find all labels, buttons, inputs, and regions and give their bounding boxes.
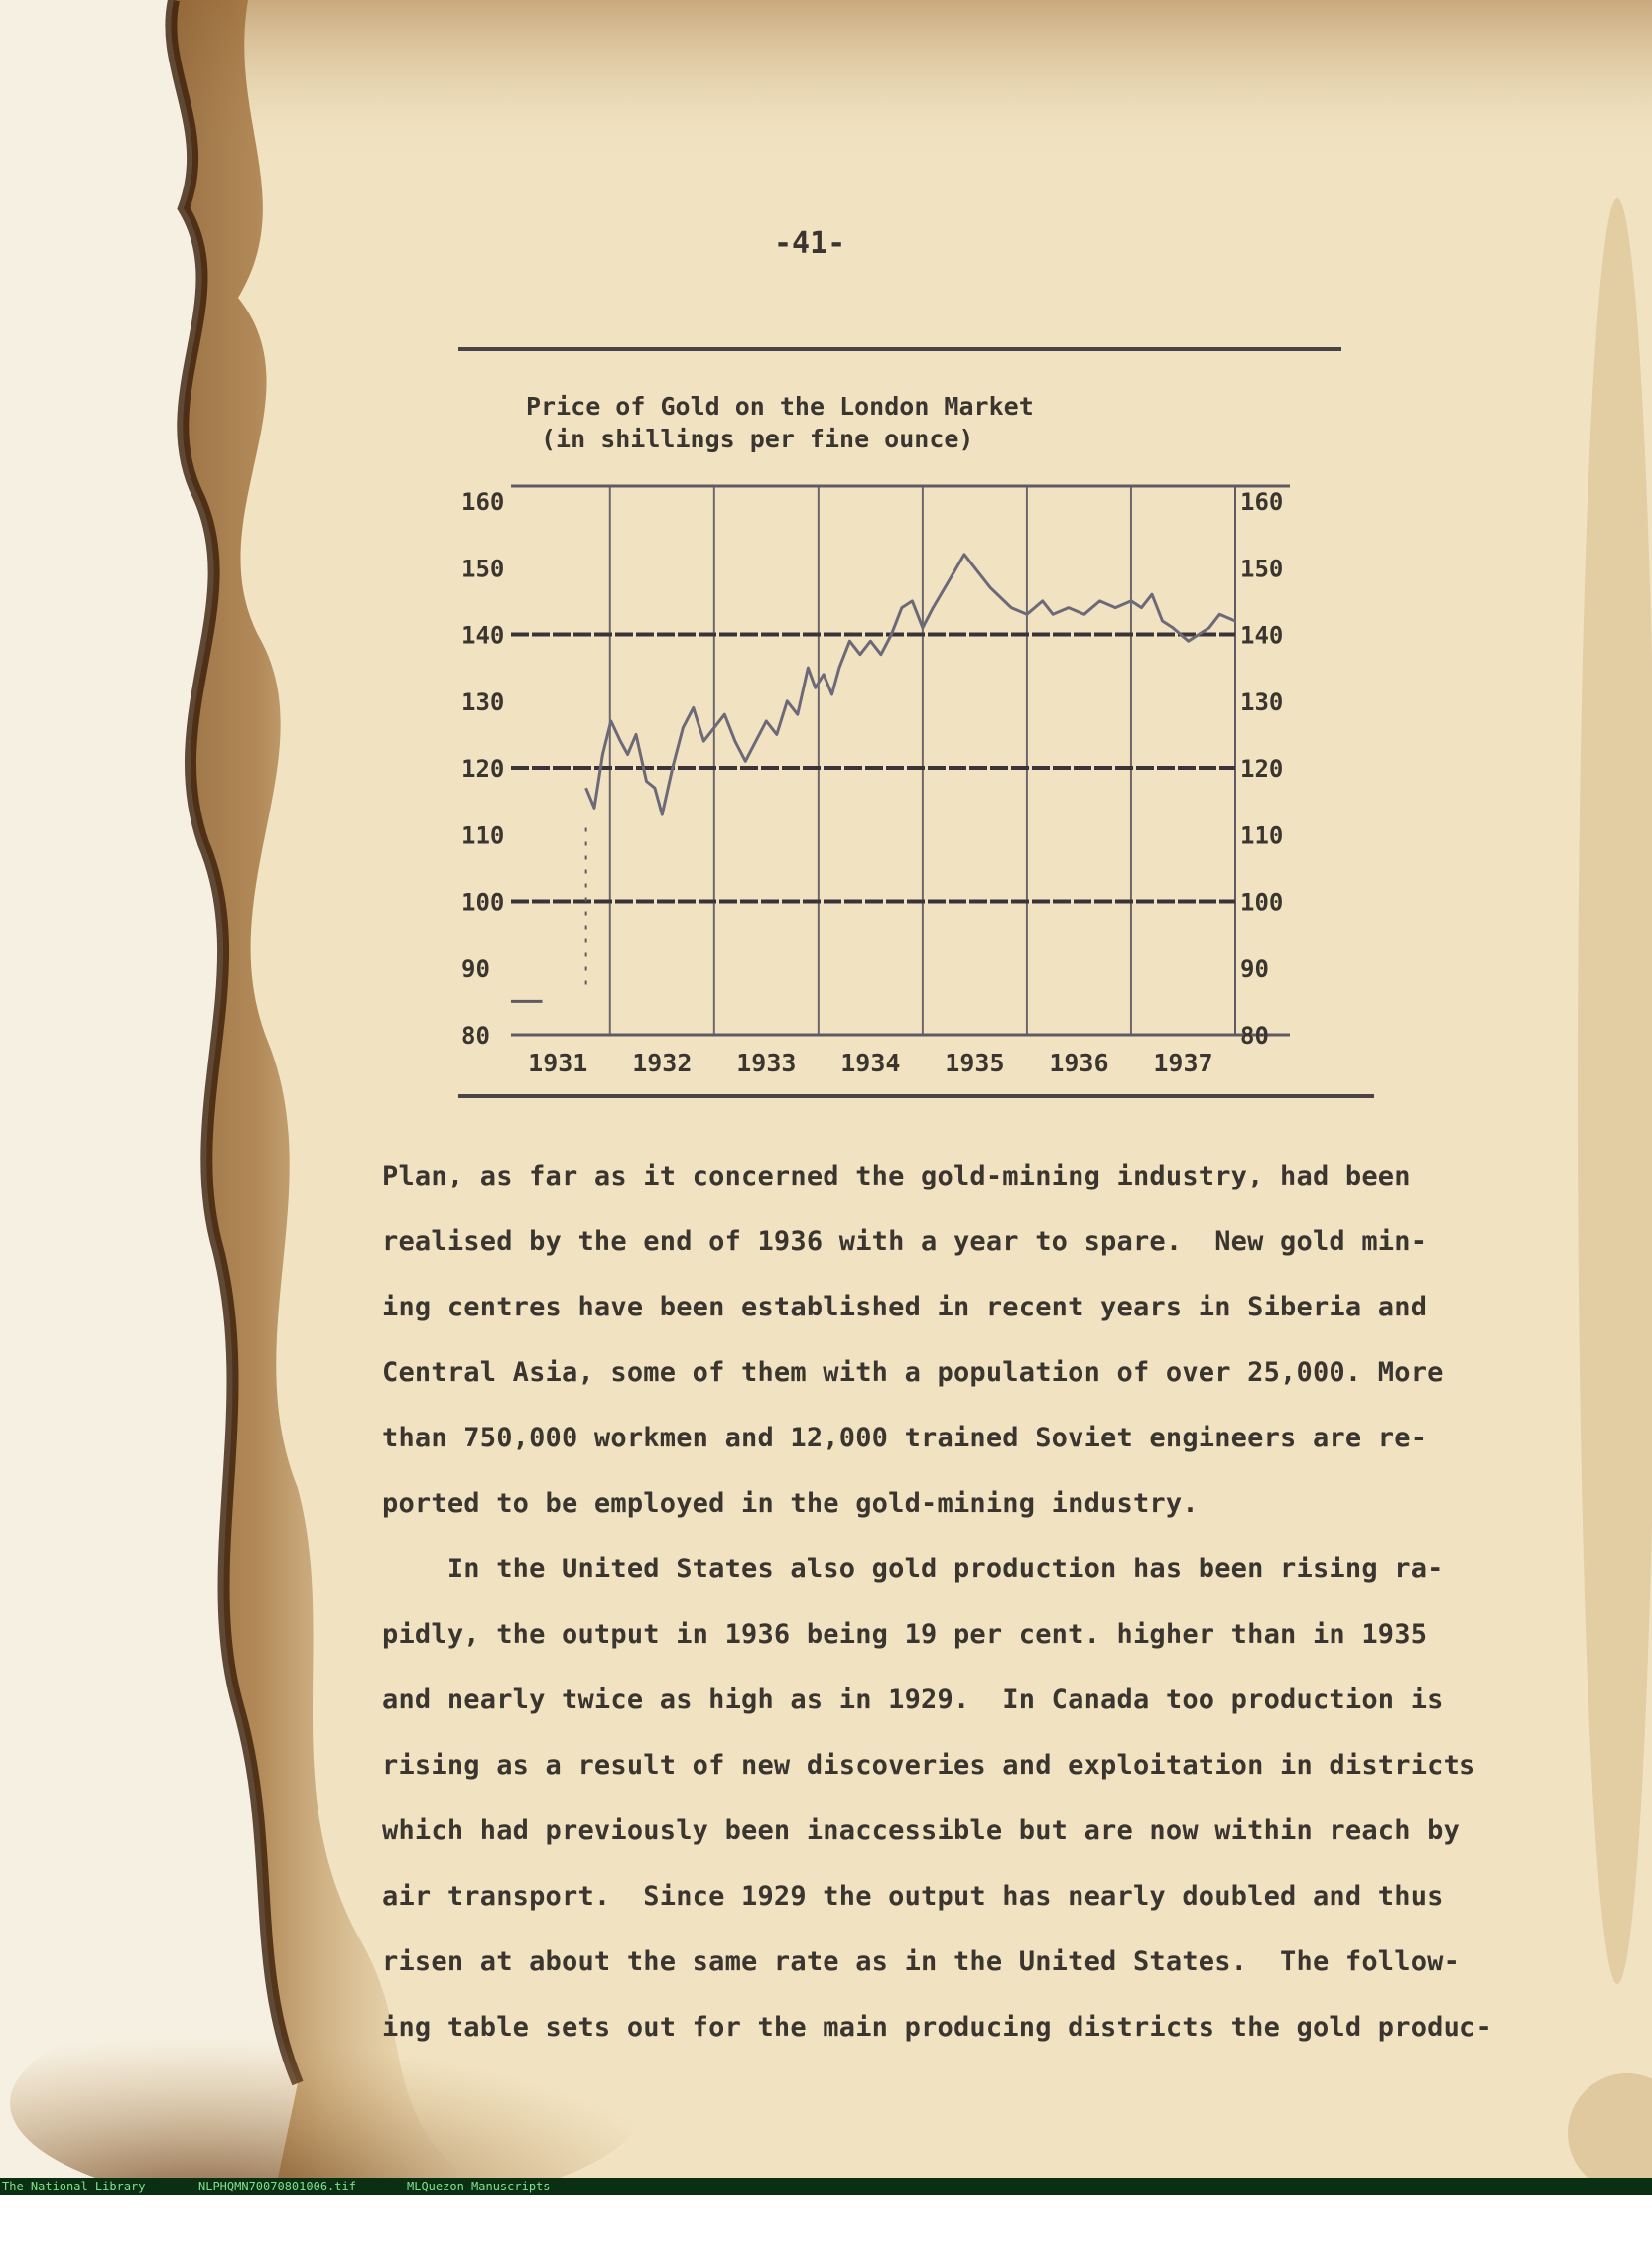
chart-subtitle: (in shillings per fine ounce) [541, 425, 974, 453]
chart-x-tick-label: 1931 [528, 1049, 588, 1077]
chart-y-tick-label-right: 150 [1240, 555, 1284, 583]
chart-y-tick-label-right: 110 [1240, 821, 1284, 850]
chart-y-tick-label-left: 160 [461, 488, 505, 516]
chart-y-tick-label-left: 110 [461, 821, 505, 850]
body-line: ported to be employed in the gold-mining industry. [382, 1488, 1199, 1519]
chart-y-tick-label-right: 120 [1240, 755, 1284, 783]
chart-y-tick-label-right: 100 [1240, 888, 1284, 917]
chart-y-tick-label-right: 160 [1240, 488, 1284, 516]
body-line: Central Asia, some of them with a population of over 25,000. More [382, 1357, 1444, 1388]
chart-y-tick-label-left: 90 [461, 954, 490, 983]
chart-y-tick-label-right: 130 [1240, 687, 1284, 716]
body-line: ing table sets out for the main producing districts the gold produc- [382, 2012, 1492, 2043]
body-line: In the United States also gold production has been rising ra- [382, 1554, 1444, 1584]
body-line: ing centres have been established in recent years in Siberia and [382, 1292, 1428, 1322]
chart-x-tick-label: 1934 [840, 1049, 901, 1077]
chart-y-tick-label-left: 80 [461, 1022, 490, 1050]
chart-x-tick-label: 1937 [1153, 1049, 1213, 1077]
chart-title: Price of Gold on the London Market [526, 392, 1034, 421]
body-line: air transport. Since 1929 the output has nearly doubled and thus [382, 1881, 1444, 1912]
chart-grid [511, 486, 1290, 1035]
chart-series-area [511, 555, 1235, 1002]
body-line: Plan, as far as it concerned the gold-mining industry, had been [382, 1161, 1411, 1191]
footer-file: NLPHQMN70070801006.tif [198, 2180, 356, 2193]
chart-y-tick-label-right: 80 [1240, 1022, 1269, 1050]
chart-x-tick-label: 1935 [945, 1049, 1005, 1077]
chart-reference-lines [511, 635, 1235, 902]
footer-library: The National Library [2, 2180, 146, 2193]
chart-y-tick-label-right: 140 [1240, 621, 1284, 650]
body-line: rising as a result of new discoveries and exploitation in districts [382, 1750, 1476, 1781]
body-line: which had previously been inaccessible but are now within reach by [382, 1815, 1461, 1846]
page-number: -41- [774, 226, 846, 261]
footer-bar [0, 2178, 1652, 2195]
body-line: than 750,000 workmen and 12,000 trained Soviet engineers are re- [382, 1423, 1428, 1453]
body-line: realised by the end of 1936 with a year to spare. New gold min- [382, 1226, 1428, 1257]
chart-x-tick-label: 1932 [632, 1049, 693, 1077]
chart-y-tick-label-left: 140 [461, 621, 505, 650]
body-line: risen at about the same rate as in the United States. The follow- [382, 1946, 1461, 1977]
footer-collection: MLQuezon Manuscripts [407, 2180, 551, 2193]
chart-x-tick-label: 1933 [736, 1049, 797, 1077]
chart-x-tick-label: 1936 [1049, 1049, 1109, 1077]
chart-y-tick-label-right: 90 [1240, 954, 1269, 983]
chart-y-tick-label-left: 120 [461, 755, 505, 783]
chart-y-tick-label-left: 150 [461, 555, 505, 583]
chart-y-tick-label-left: 100 [461, 888, 505, 917]
body-line: pidly, the output in 1936 being 19 per cent. higher than in 1935 [382, 1619, 1428, 1650]
chart-series-line-0 [586, 555, 1235, 814]
chart-y-tick-label-left: 130 [461, 687, 505, 716]
body-line: and nearly twice as high as in 1929. In Canada too production is [382, 1685, 1444, 1715]
chart-x-axis [528, 1049, 1212, 1077]
